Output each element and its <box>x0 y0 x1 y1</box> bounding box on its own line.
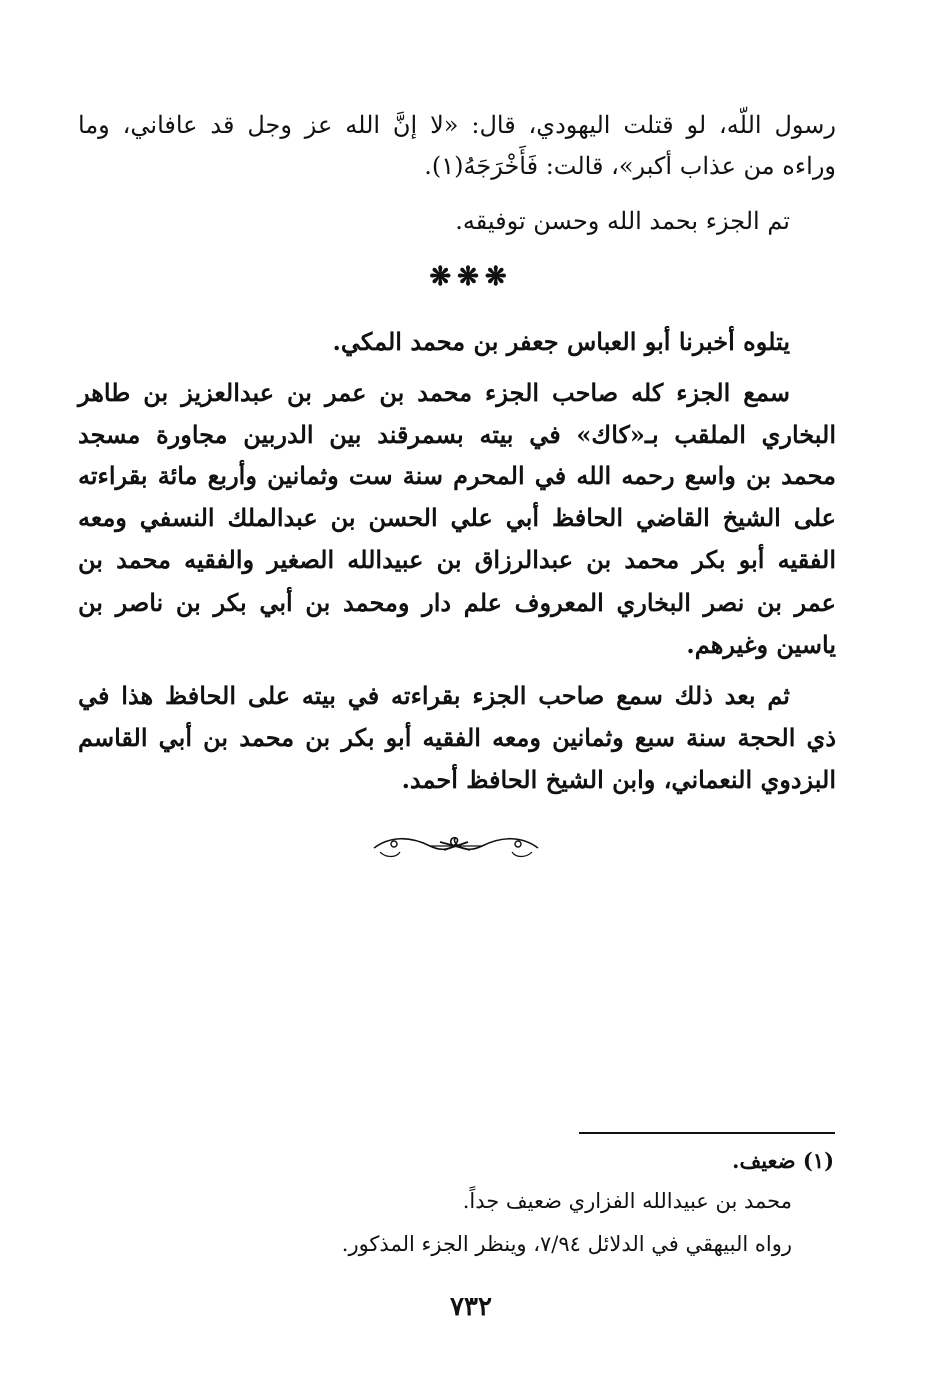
text-line: رسول اللّه، لو قتلت اليهودي، قال: «لا إنَّ الله عز وجل قد عافاني، وما <box>78 111 836 139</box>
footnote-1-heading: (١) ضعيف. <box>732 1148 834 1173</box>
text-line: عمر بن نصر البخاري المعروف علم دار ومحمد بن أبي بكر بن ناصر بن <box>78 588 836 617</box>
text-line: البخاري الملقب بـ«كاك» في بيته بسمرقند بين الدربين مجاورة مسجد <box>78 420 836 449</box>
text-line: ياسين وغيرهم. <box>686 630 836 659</box>
text-line: سمع الجزء كله صاحب الجزء محمد بن عمر بن عبدالعزيز بن طاهر <box>78 378 790 407</box>
text-line: ذي الحجة سنة سبع وثمانين ومعه الفقيه أبو بكر بن محمد بن أبي القاسم <box>78 723 837 752</box>
text-line: البزدوي النعماني، وابن الشيخ الحافظ أحمد. <box>401 765 836 794</box>
footnote-1-text: محمد بن عبيدالله الفزاري ضعيف جداً. <box>462 1189 792 1213</box>
text-line: ثم بعد ذلك سمع صاحب الجزء بقراءته في بيته على الحافظ هذا في <box>78 681 790 710</box>
page-number: ٧٣٢ <box>450 1292 492 1322</box>
text-line: محمد بن واسع رحمه الله في المحرم سنة ست وثمانين وأربع مائة بقراءته <box>78 461 836 490</box>
text-line: الفقيه أبو بكر محمد بن عبدالرزاق بن عبيدالله الصغير والفقيه محمد بن <box>78 545 836 574</box>
end-ornament-icon <box>370 830 542 862</box>
colophon-line: تم الجزء بحمد الله وحسن توفيقه. <box>455 207 790 235</box>
sama-heading: يتلوه أخبرنا أبو العباس جعفر بن محمد المكي. <box>332 327 790 356</box>
text-line: وراءه من عذاب أكبر»، قالت: فَأَخْرَجَهُ(١). <box>424 152 836 180</box>
text-line: على الشيخ القاضي الحافظ أبي علي الحسن بن عبدالملك النسفي ومعه <box>78 503 836 532</box>
section-separator: ❋❋❋ <box>429 262 513 292</box>
footnote-1-source: رواه البيهقي في الدلائل ٧/٩٤، وينظر الجزء المذكور. <box>341 1232 792 1256</box>
footnote-separator <box>579 1132 835 1134</box>
